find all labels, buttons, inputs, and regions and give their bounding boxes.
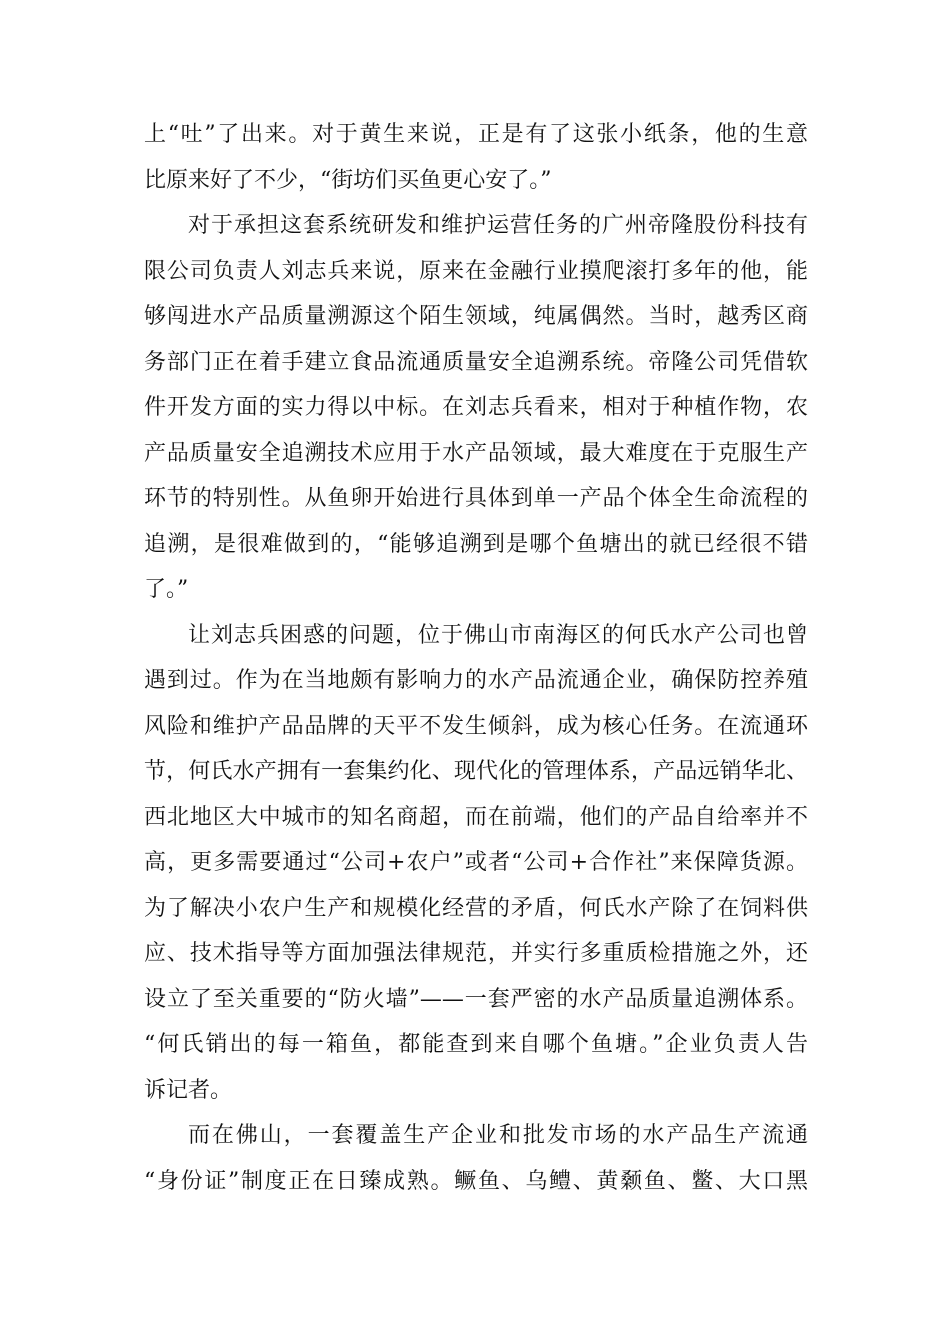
text-line: “何氏销出的每一箱鱼，都能查到来自哪个鱼塘。”企业负责人告 (144, 1032, 808, 1057)
text-line: 环节的特别性。从鱼卵开始进行具体到单一产品个体全生命流程的 (144, 486, 808, 511)
text-line: 为了解决小农户生产和规模化经营的矛盾，何氏水产除了在饲料供 (144, 895, 808, 921)
text-line: 应、技术指导等方面加强法律规范，并实行多重质检措施之外，还 (144, 941, 808, 966)
text-line: 追溯，是很难做到的，“能够追溯到是哪个鱼塘出的就已经很不错 (144, 531, 808, 557)
paragraph-first-line: 对于承担这套系统研发和维护运营任务的广州帝隆股份科技有 (188, 213, 808, 238)
text-line: 务部门正在着手建立食品流通质量安全追溯系统。帝隆公司凭借软 (144, 349, 808, 375)
text-line: 产品质量安全追溯技术应用于水产品领域，最大难度在于克服生产 (144, 440, 808, 466)
text-line: 限公司负责人刘志兵来说，原来在金融行业摸爬滚打多年的他，能 (144, 258, 808, 284)
text-line: 风险和维护产品品牌的天平不发生倾斜，成为核心任务。在流通环 (144, 713, 808, 739)
paragraph-first-line: 而在佛山，一套覆盖生产企业和批发市场的水产品生产流通 (188, 1123, 808, 1148)
text-line: 了。” (144, 577, 189, 602)
paragraph-first-line: 让刘志兵困惑的问题，位于佛山市南海区的何氏水产公司也曾 (188, 622, 808, 648)
text-line: “身份证”制度正在日臻成熟。鳜鱼、乌鳢、黄颡鱼、鳖、大口黑 (144, 1168, 808, 1194)
text-line: 遇到过。作为在当地颇有影响力的水产品流通企业，确保防控养殖 (144, 668, 808, 693)
article-body (144, 112, 808, 1204)
text-line: 上“吐”了出来。对于黄生来说，正是有了这张小纸条，他的生意 (144, 122, 808, 147)
text-line: 诉记者。 (144, 1077, 233, 1103)
text-line: 件开发方面的实力得以中标。在刘志兵看来，相对于种植作物，农 (144, 395, 808, 420)
text-line: 西北地区大中城市的知名商超，而在前端，他们的产品自给率并不 (144, 804, 808, 830)
text-line: 够闯进水产品质量溯源这个陌生领域，纯属偶然。当时，越秀区商 (144, 304, 808, 329)
text-line: 高，更多需要通过“公司+农户”或者“公司+合作社”来保障货源。 (144, 850, 808, 875)
text-line: 比原来好了不少，“街坊们买鱼更心安了。” (144, 167, 552, 193)
text-line: 设立了至关重要的“防火墙”——一套严密的水产品质量追溯体系。 (144, 986, 808, 1012)
text-line: 节，何氏水产拥有一套集约化、现代化的管理体系，产品远销华北、 (144, 759, 808, 784)
